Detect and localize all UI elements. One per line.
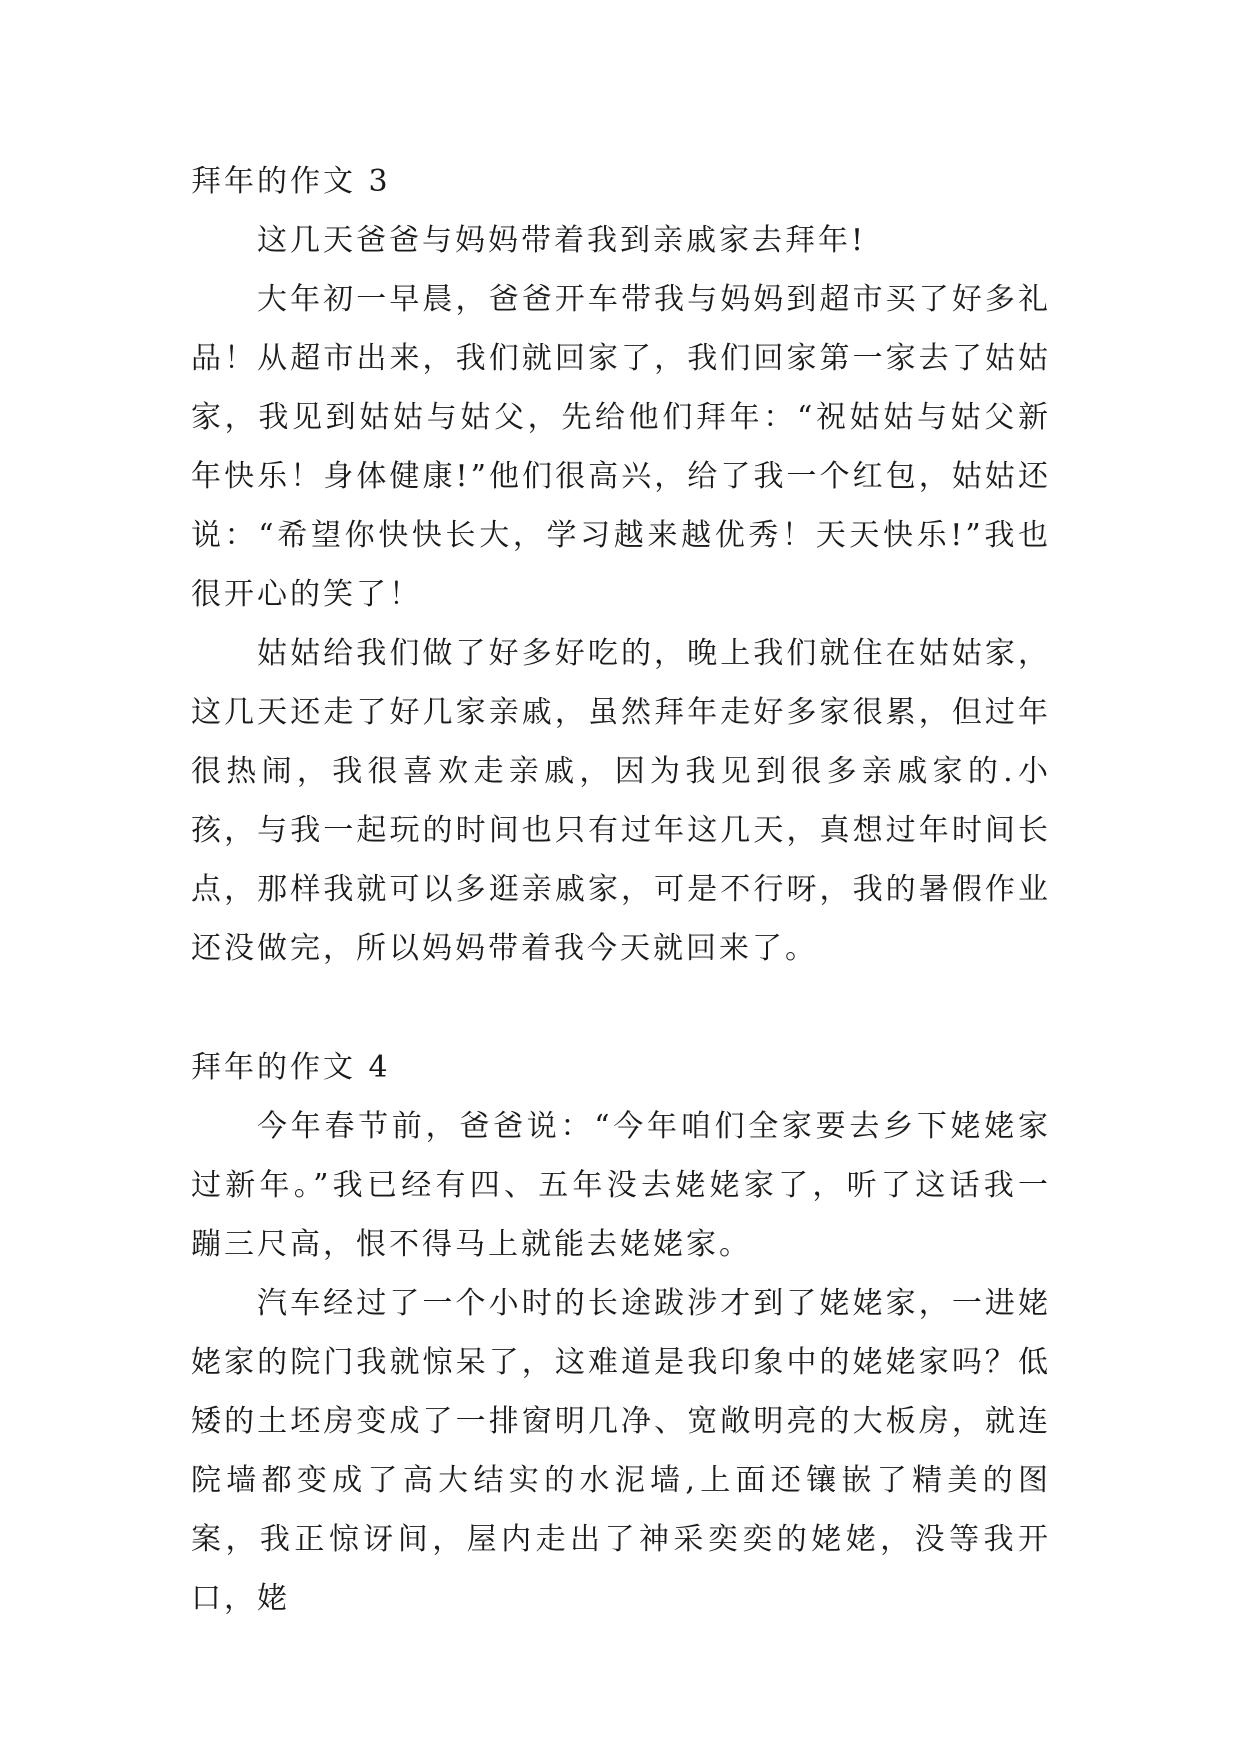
essay-paragraph: 这几天爸爸与妈妈带着我到亲戚家去拜年!: [257, 223, 867, 258]
section-spacer: [191, 978, 1051, 1038]
essay-section-4: [191, 1038, 1051, 1628]
essay-section-3: [191, 152, 1051, 978]
essay-title: 拜年的作文 4: [191, 1050, 391, 1085]
essay-paragraph: 姑姑给我们做了好多好吃的，晚上我们就住在姑姑家，这几天还走了好几家亲戚，虽然拜年走好多家很累，但过年很热闹，我很喜欢走亲戚，因为我见到很多亲戚家的.小孩，与我一起玩的时间也只有过年这几天，真想过年时间长点，那样我就可以多逛亲戚家，可是不行呀，我的暑假作业还没做完，所以妈妈带着我今天就回来了。: [191, 636, 1051, 966]
essay-paragraph: 大年初一早晨，爸爸开车带我与妈妈到超市买了好多礼品！从超市出来，我们就回家了，我们回家第一家去了姑姑家，我见到姑姑与姑父，先给他们拜年：“祝姑姑与姑父新年快乐！身体健康!”他们很高兴，给了我一个红包，姑姑还说：“希望你快快长大，学习越来越优秀！天天快乐!”我也很开心的笑了！: [191, 282, 1051, 612]
essay-paragraph: 今年春节前，爸爸说：“今年咱们全家要去乡下姥姥家过新年。”我已经有四、五年没去姥姥家了，听了这话我一蹦三尺高，恨不得马上就能去姥姥家。: [191, 1109, 1051, 1262]
essay-title: 拜年的作文 3: [191, 164, 391, 199]
document-body: [191, 152, 1051, 1628]
essay-paragraph: 汽车经过了一个小时的长途跋涉才到了姥姥家，一进姥姥家的院门我就惊呆了，这难道是我印象中的姥姥家吗？低矮的土坯房变成了一排窗明几净、宽敞明亮的大板房，就连院墙都变成了高大结实的水泥墙,上面还镶嵌了精美的图案，我正惊讶间，屋内走出了神采奕奕的姥姥，没等我开口，姥: [191, 1286, 1051, 1616]
